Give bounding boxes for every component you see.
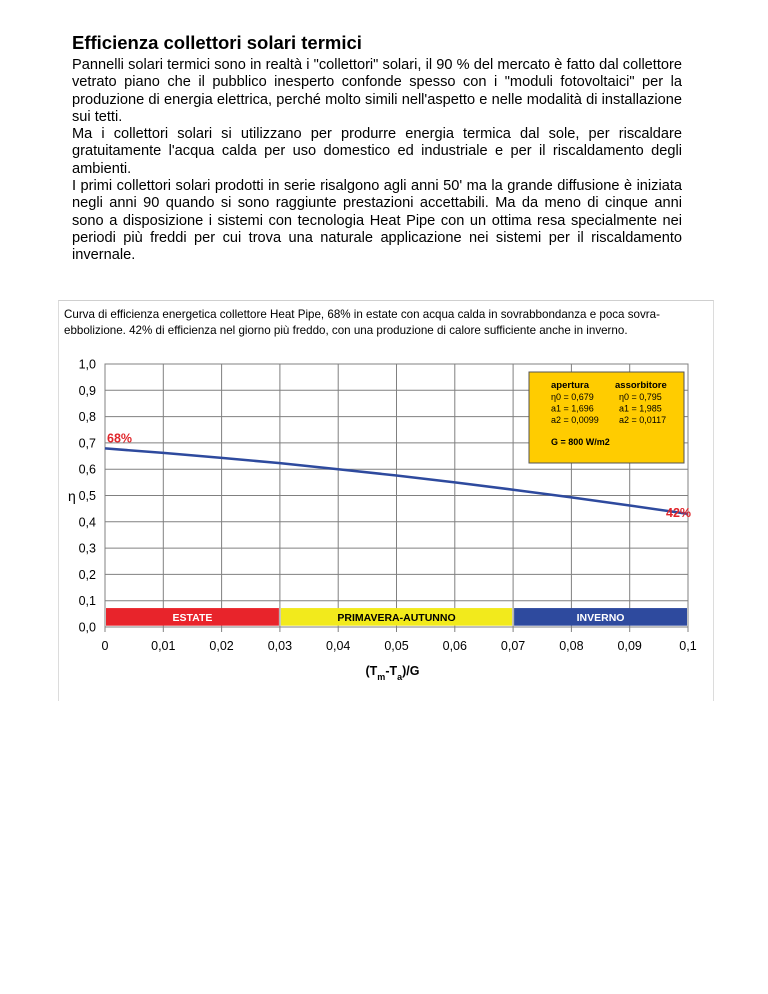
season-label: INVERNO: [576, 611, 625, 624]
legend-parameter: a2 = 0,0099: [551, 415, 599, 425]
legend-parameter: η0 = 0,795: [619, 392, 662, 402]
y-tick-label: 0,0: [78, 620, 96, 635]
paragraph-3: I primi collettori solari prodotti in serie risalgono agli anni 50' ma la grande diffusione è iniziata negli anni 90 quando si sono raggiunte prestazioni accettabili. Ma da meno di cinque anni sono a disposizione i sistemi con tecnologia Heat Pipe con un ottima resa specialmente nei periodi più freddi per cui trova una naturale applicazione nei sistemi per il riscaldamento invernale.: [72, 178, 682, 264]
x-tick-label: 0,06: [442, 639, 467, 653]
x-tick-label: 0,09: [617, 639, 642, 653]
x-tick-label: 0,04: [326, 639, 351, 653]
legend-irradiance: G = 800 W/m2: [551, 437, 610, 447]
y-tick-label: 0,5: [78, 489, 96, 503]
y-tick-label: 0,1: [78, 594, 96, 609]
season-label: ESTATE: [172, 611, 213, 624]
y-tick-label: 0,9: [78, 383, 96, 398]
legend-parameter: a1 = 1,985: [619, 403, 662, 414]
annotation-label: 42%: [666, 505, 692, 520]
x-tick-label: 0,01: [151, 639, 176, 653]
x-tick-label: 0,05: [384, 639, 409, 653]
y-axis-title: η: [68, 488, 76, 504]
chart-caption: Curva di efficienza energetica collettore Heat Pipe, 68% in estate con acqua calda in sovrabbondanza e poca sovra-ebbolizione. 42% di efficienza nel giorno più freddo, con una produzione di calore sufficiente anche in inverno.: [64, 308, 660, 337]
x-tick-label: 0,1: [679, 639, 697, 653]
x-tick-label: 0: [101, 639, 109, 653]
y-tick-label: 0,7: [78, 436, 96, 451]
legend-parameter: a1 = 1,696: [551, 403, 594, 414]
season-label: PRIMAVERA-AUTUNNO: [337, 611, 456, 624]
y-tick-label: 0,2: [78, 567, 96, 582]
document-title: Efficienza collettori solari termici: [72, 32, 362, 53]
paragraph-1: Pannelli solari termici sono in realtà i "collettori" solari, il 90 % del mercato è fatto dal collettore vetrato piano che il pubblico inesperto confonde spesso con i "moduli fotovoltaici" per la produzione di energia elettrica, perché molto simili nell'aspetto e nelle modalità di installazione sui tetti.: [72, 57, 682, 125]
x-tick-label: 0,02: [209, 639, 234, 653]
x-axis-title: $(T_m-T_a)/G$: [365, 664, 420, 682]
x-tick-label: 0,07: [500, 639, 526, 653]
annotation-label: 68%: [107, 431, 133, 446]
paragraph-2: Ma i collettori solari si utilizzano per produrre energia termica dal sole, per riscaldare gratuitamente l'acqua calda per uso domestico ed industriale e per il riscaldamento degli ambienti.: [72, 126, 682, 177]
legend-column-title: assorbitore: [615, 380, 667, 391]
legend-parameter: a2 = 0,0117: [619, 415, 667, 425]
y-tick-label: 1,0: [78, 357, 96, 372]
legend-column-title: apertura: [551, 380, 590, 391]
y-tick-label: 0,8: [78, 410, 96, 425]
legend-parameter: η0 = 0,679: [551, 392, 594, 402]
x-tick-label: 0,08: [559, 639, 584, 653]
y-tick-label: 0,3: [78, 541, 96, 556]
y-tick-label: 0,6: [78, 462, 96, 477]
y-tick-label: 0,4: [78, 515, 96, 530]
x-tick-label: 0,03: [267, 639, 293, 653]
